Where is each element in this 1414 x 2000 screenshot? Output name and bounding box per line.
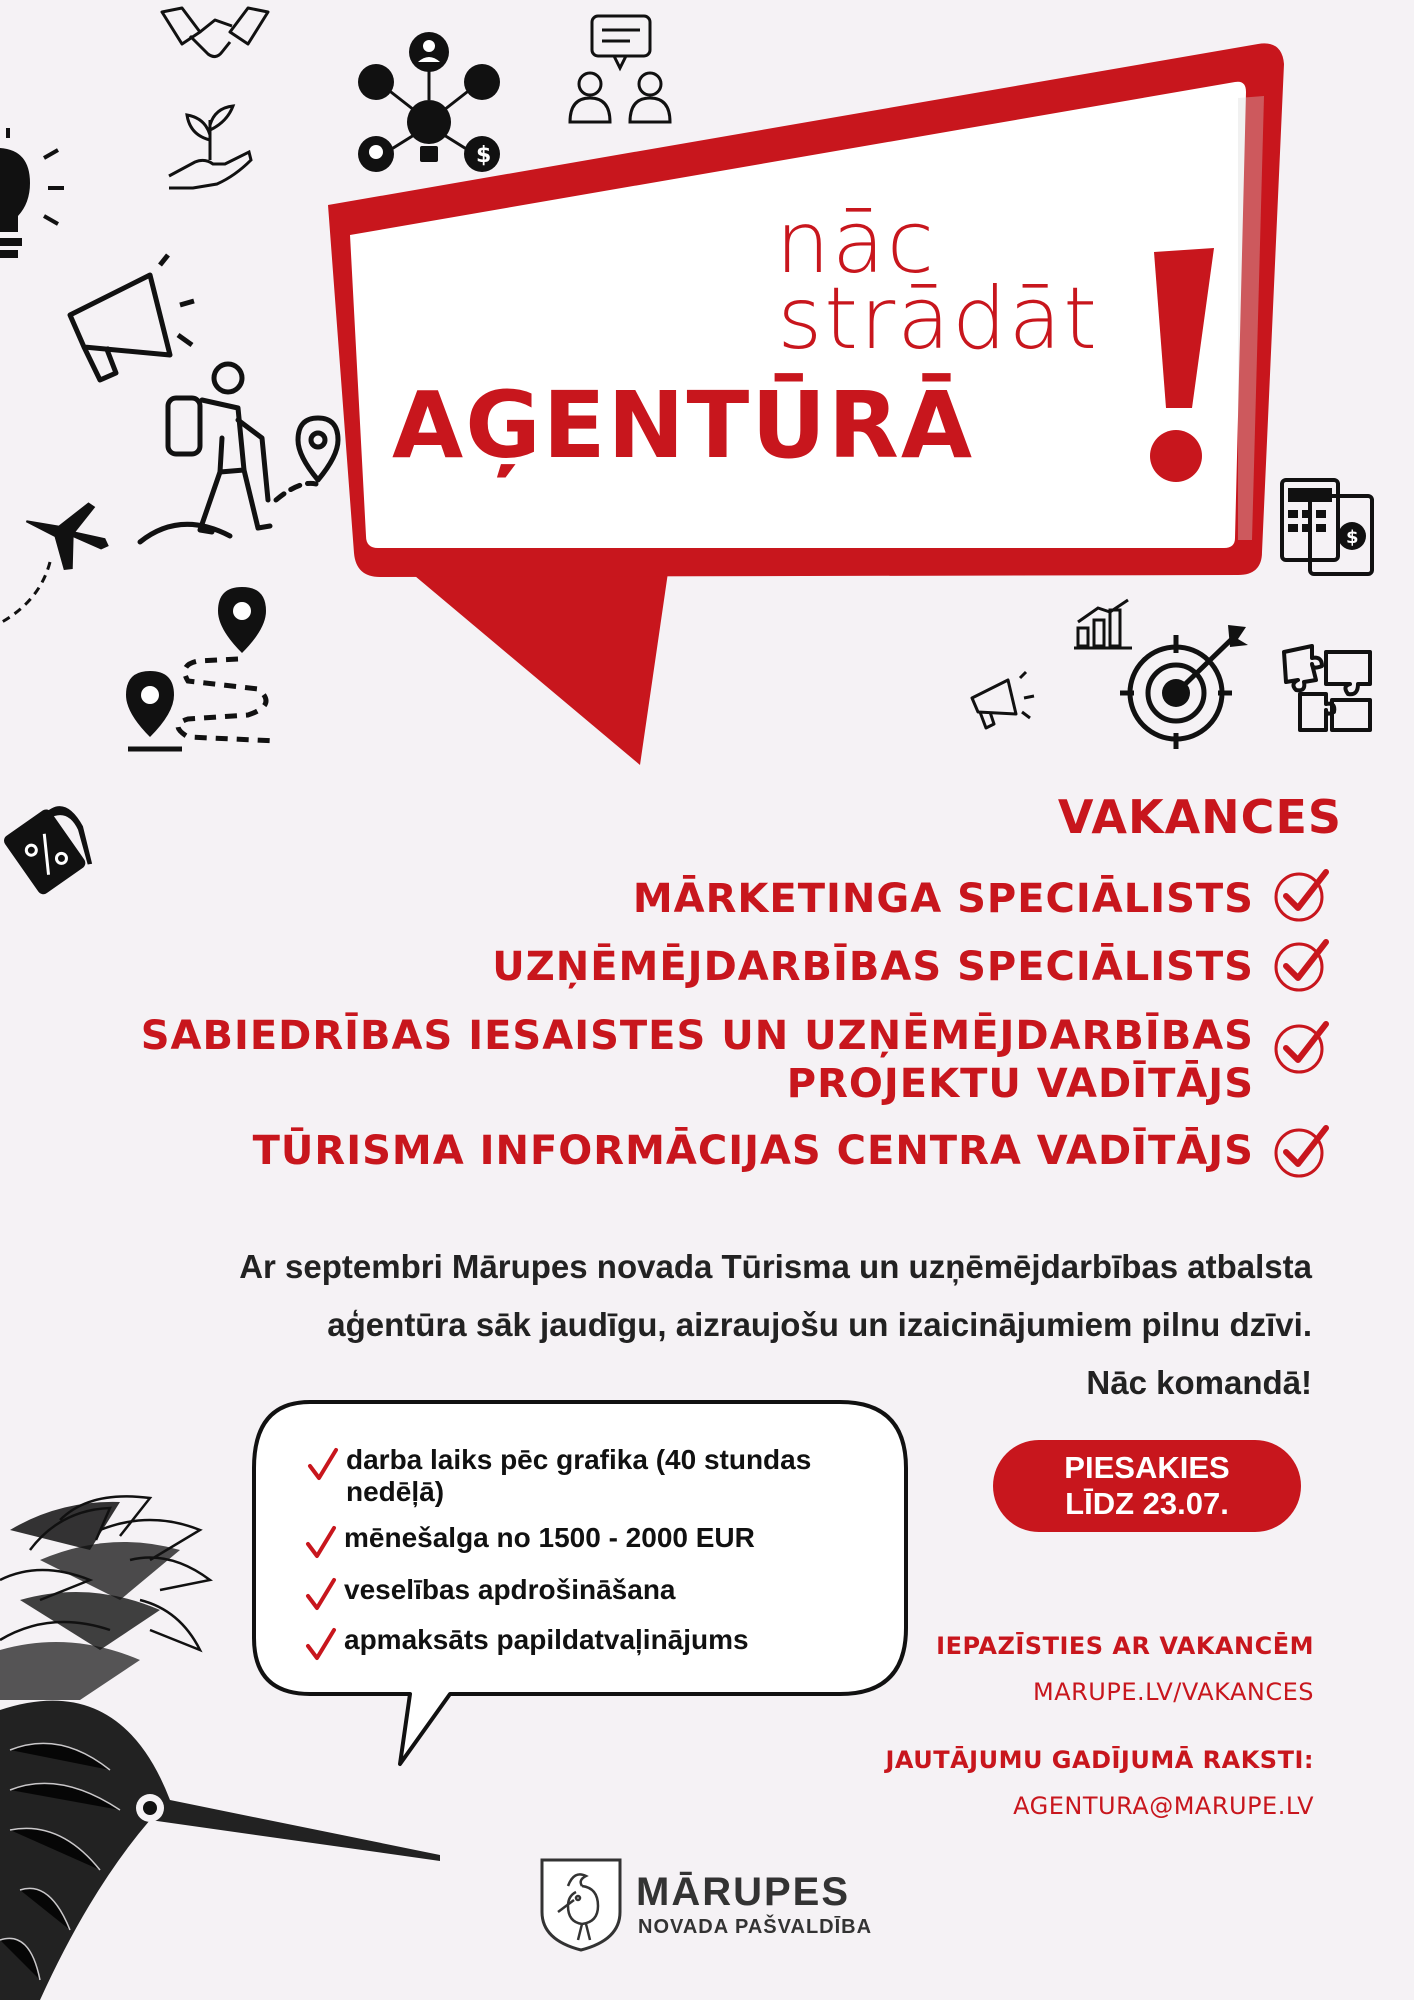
intro-paragraph xyxy=(212,1238,1312,1412)
intro-line-2: aģentūra sāk jaudīgu, aizraujošu un izaicinājumiem pilnu dzīvi. xyxy=(327,1306,1312,1343)
headline-line-1: nāc xyxy=(775,193,936,293)
check-circle-icon xyxy=(1272,936,1330,994)
coat-of-arms-icon xyxy=(538,1856,624,1952)
intro-line-1: Ar septembri Mārupes novada Tūrisma un uzņēmējdarbības atbalsta xyxy=(239,1248,1312,1285)
benefit-salary: mēnešalga no 1500 - 2000 EUR xyxy=(344,1522,755,1553)
questions-label: JAUTĀJUMU GADĪJUMĀ RAKSTI: xyxy=(885,1746,1314,1774)
svg-text:$: $ xyxy=(1346,527,1359,548)
logo-name: MĀRUPES xyxy=(636,1870,851,1914)
check-icon xyxy=(306,1628,336,1662)
vacancy-item-business: UZŅĒMĒJDARBĪBAS SPECIĀLISTS xyxy=(492,944,1254,990)
vacancies-link[interactable]: MARUPE.LV/VAKANCES xyxy=(1032,1678,1314,1706)
vacancy-item-tourism: TŪRISMA INFORMĀCIJAS CENTRA VADĪTĀJS xyxy=(252,1128,1254,1174)
intro-line-3: Nāc komandā! xyxy=(1086,1364,1312,1401)
exclamation-mark xyxy=(1140,248,1220,488)
check-circle-icon xyxy=(1272,866,1330,924)
check-icon xyxy=(306,1526,336,1560)
apply-line-2: LĪDZ 23.07. xyxy=(1065,1486,1229,1521)
headline-line-3: AĢENTŪRĀ xyxy=(392,372,975,479)
benefit-extra-vacation: apmaksāts papildatvaļinājums xyxy=(344,1624,749,1655)
email-link[interactable]: AGENTURA@MARUPE.LV xyxy=(1013,1792,1314,1820)
discount-tag-icon xyxy=(2,792,98,892)
benefit-working-hours-cont: nedēļā) xyxy=(346,1476,445,1507)
vacancies-title: VAKANCES xyxy=(1057,790,1342,844)
vacancies-info-label: IEPAZĪSTIES AR VAKANCĒM xyxy=(936,1632,1314,1660)
svg-text:$: $ xyxy=(476,143,492,168)
vacancy-item-community-line2: PROJEKTU VADĪTĀJS xyxy=(786,1061,1254,1107)
apply-line-1: PIESAKIES xyxy=(1064,1450,1230,1485)
vacancy-item-community-line1: SABIEDRĪBAS IESAISTES UN UZŅĒMĒJDARBĪBAS xyxy=(140,1013,1254,1059)
benefit-health-insurance: veselības apdrošināšana xyxy=(344,1574,676,1605)
check-icon xyxy=(308,1448,338,1482)
apply-deadline-button[interactable] xyxy=(993,1440,1301,1532)
logo-subtitle: NOVADA PAŠVALDĪBA xyxy=(638,1916,873,1938)
vacancy-item-marketing: MĀRKETINGA SPECIĀLISTS xyxy=(632,876,1254,922)
check-circle-icon xyxy=(1272,1018,1330,1076)
check-circle-icon xyxy=(1272,1122,1330,1180)
benefit-working-hours: darba laiks pēc grafika (40 stundas xyxy=(346,1444,812,1475)
headline-line-2: strādāt xyxy=(777,269,1099,369)
check-icon xyxy=(306,1578,336,1612)
